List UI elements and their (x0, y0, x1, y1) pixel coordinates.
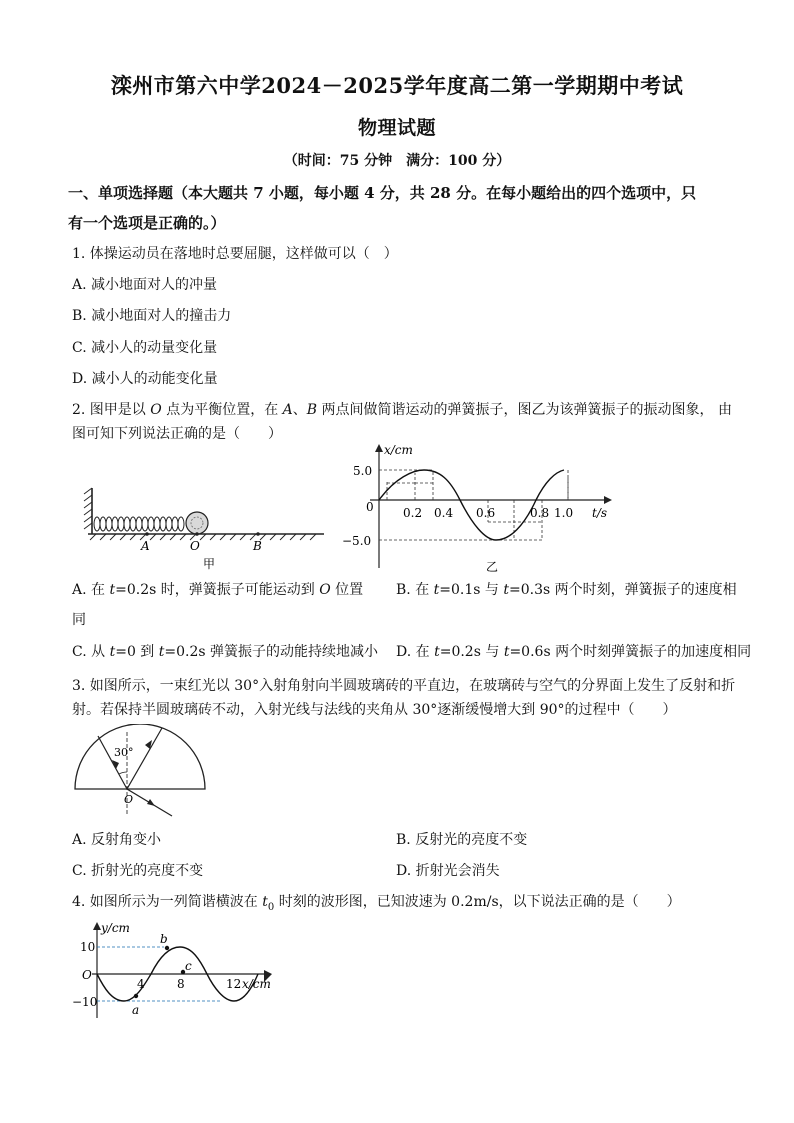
origin-label: 0 (366, 500, 374, 514)
x-tick-0.4: 0.4 (434, 506, 454, 520)
q1-option-b: B. 减小地面对人的撞击力 (72, 308, 232, 324)
y-axis-label: y/cm (101, 921, 130, 935)
q2-stem-cont: 图可知下列说法正确的是（ ） (72, 426, 282, 442)
x-tick-4: 4 (137, 977, 145, 991)
q3-stem-cont: 射。若保持半圆玻璃砖不动，入射光线与法线的夹角从 30°逐渐缓慢增大到 90°的过程中（ ） (72, 702, 677, 718)
spring-coils (94, 517, 184, 531)
point-c-label: c (185, 959, 192, 973)
section-heading-cont: 有一个选项是正确的。） (68, 214, 226, 232)
figure-wave-graph (72, 918, 282, 1022)
x-tick-0.8: 0.8 (530, 506, 550, 520)
figure-spring-oscillator (76, 480, 328, 572)
q3-option-a: A. 反射角变小 (72, 832, 162, 848)
figure-vibration-graph (340, 440, 640, 575)
q1-option-c: C. 减小人的动量变化量 (72, 340, 218, 356)
q2-option-a: A. 在 t=0.2s 时，弹簧振子可能运动到 O 位置 (72, 582, 364, 598)
q1-stem: 1. 体操运动员在落地时总要屈腿，这样做可以（ ） (72, 246, 398, 262)
y-tick-top: 10 (80, 940, 96, 954)
q2-option-c: C. 从 t=0 到 t=0.2s 弹簧振子的动能持续地减小 (72, 644, 379, 660)
figure-semicircle-glass (70, 724, 215, 824)
section-heading: 一、单项选择题（本大题共 7 小题，每小题 4 分，共 28 分。在每小题给出的四个选项中，只 (68, 184, 697, 202)
point-a-label: a (132, 1003, 140, 1017)
x-tick-12: 12 (226, 977, 242, 991)
figure-caption-yi: 乙 (486, 560, 499, 574)
oscillator-ball (186, 512, 208, 534)
vibration-curve (379, 470, 564, 540)
y-tick-bottom: −5.0 (342, 534, 372, 548)
x-tick-8: 8 (177, 977, 185, 991)
origin-label: O (82, 968, 92, 982)
paper-subtitle: 物理试题 (357, 117, 436, 139)
y-axis-label: x/cm (384, 443, 413, 457)
y-tick-top: 5.0 (353, 464, 373, 478)
q4-stem: 4. 如图所示为一列简谐横波在 $t_0$ 时刻的波形图，已知波速为 0.2m/s，以下说法正确的是（ ） (72, 894, 681, 913)
point-o-label: O (124, 793, 134, 806)
x-axis-label: x/cm (242, 977, 271, 991)
x-tick-1.0: 1.0 (554, 506, 574, 520)
exam-title: 滦州市第六中学2024－2025学年度高二第一学期期中考试 (110, 73, 684, 98)
point-a-label: A (141, 539, 150, 553)
x-axis-label: t/s (592, 506, 608, 520)
point-b-label: b (160, 932, 168, 946)
semicircle-glass (75, 724, 205, 789)
q2-option-b-cont: 同 (72, 612, 86, 628)
q3-stem: 3. 如图所示，一束红光以 30°入射角射向半圆玻璃砖的平直边，在玻璃砖与空气的分界面上发生了反射和折 (72, 678, 736, 694)
figure-caption-jia: 甲 (203, 557, 216, 571)
q3-option-b: B. 反射光的亮度不变 (396, 832, 528, 848)
x-tick-0.2: 0.2 (403, 506, 423, 520)
incidence-angle-label: 30° (114, 746, 134, 759)
q2-option-d: D. 在 t=0.2s 与 t=0.6s 两个时刻弹簧振子的加速度相同 (396, 644, 752, 660)
point-b-label: B (253, 539, 262, 553)
q3-option-c: C. 折射光的亮度不变 (72, 863, 204, 879)
q2-option-b: B. 在 t=0.1s 与 t=0.3s 两个时刻，弹簧振子的速度相 (396, 582, 737, 598)
q1-option-a: A. 减小地面对人的冲量 (72, 277, 218, 293)
q2-stem: 2. 图甲是以 O 点为平衡位置，在 A、B 两点间做简谐运动的弹簧振子，图乙为该弹簧振子的振动图象， 由 (72, 402, 732, 418)
y-tick-bottom: −10 (72, 995, 98, 1009)
point-o-label: O (190, 539, 200, 553)
q3-option-d: D. 折射光会消失 (396, 863, 500, 879)
q1-option-d: D. 减小人的动能变化量 (72, 371, 218, 387)
exam-info: （时间：75 分钟 满分：100 分） (283, 153, 511, 169)
x-tick-0.6: 0.6 (476, 506, 496, 520)
